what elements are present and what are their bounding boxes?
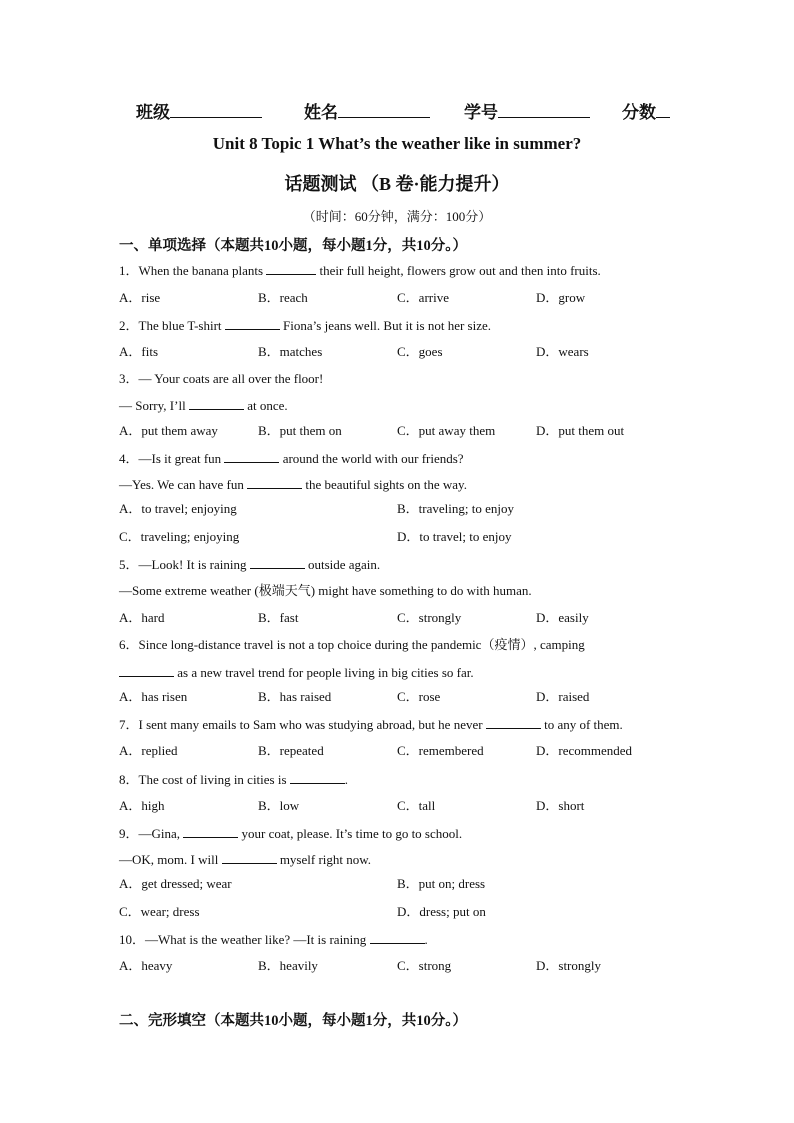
question-text: around the world with our friends? [282,451,464,466]
option-d[interactable]: D．wears [536,344,589,359]
option-a[interactable]: A．high [119,798,165,813]
question-text: your coat, please. It’s time to go to school. [241,826,463,841]
option-d[interactable]: D．strongly [536,958,602,973]
option-b[interactable]: B．repeated [258,743,324,758]
answer-blank[interactable] [290,771,345,784]
name-field [304,98,430,123]
option-a[interactable]: A．get dressed; wear [119,876,232,891]
student-id-blank[interactable] [498,99,590,118]
question-text: 9．—Gina, [119,826,181,841]
question-text: 1．When the banana plants [119,263,264,278]
class-label: 班级 [136,103,170,122]
option-d[interactable]: D．easily [536,610,589,625]
question-text: . [344,772,349,787]
question-3-response [119,397,288,414]
option-c[interactable]: C．goes [397,344,443,359]
question-text: . [424,932,428,947]
option-d[interactable]: D．raised [536,689,590,704]
answer-blank[interactable] [225,317,280,330]
option-a[interactable]: A．has risen [119,689,188,704]
question-text: to any of them. [544,717,623,732]
question-text: 7．I sent many emails to Sam who was studying abroad, but he never [119,717,483,732]
option-c[interactable]: C．rose [397,689,441,704]
option-c[interactable]: C．strongly [397,610,462,625]
option-a[interactable]: A．hard [119,610,165,625]
section-heading-multiple-choice: 一、单项选择（本题共10小题，每小题1分，共10分。） [119,238,467,254]
section-heading-cloze: 二、完形填空（本题共10小题，每小题1分，共10分。） [119,1013,467,1029]
unit-title: Unit 8 Topic 1 What’s the weather like in summer? [212,134,582,153]
name-label: 姓名 [304,103,338,122]
option-c[interactable]: C．arrive [397,290,449,305]
option-a[interactable]: A．put them away [119,423,218,438]
option-b[interactable]: B．reach [258,290,308,305]
question-5 [119,556,380,573]
option-b[interactable]: B．has raised [258,689,332,704]
question-4 [119,450,464,467]
student-id-field [464,98,590,123]
answer-blank[interactable] [224,450,279,463]
option-c[interactable]: C．wear; dress [119,904,200,919]
question-6: 6．Since long-distance travel is not a top choice during the pandemic（疫情）, camping [119,637,585,652]
answer-blank[interactable] [222,851,277,864]
question-text: Fiona’s jeans well. But it is not her size. [283,318,492,333]
option-c[interactable]: C．put away them [397,423,496,438]
option-c[interactable]: C．tall [397,798,436,813]
question-3: 3．— Your coats are all over the floor! [119,371,324,386]
answer-blank[interactable] [189,397,244,410]
option-c[interactable]: C．traveling; enjoying [119,529,240,544]
option-d[interactable]: D．put them out [536,423,625,438]
option-b[interactable]: B．low [258,798,300,813]
option-a[interactable]: A．heavy [119,958,173,973]
option-b[interactable]: B．matches [258,344,323,359]
option-a[interactable]: A．fits [119,344,159,359]
question-text: —Yes. We can have fun [119,477,244,492]
option-a[interactable]: A．rise [119,290,161,305]
question-text: as a new travel trend for people living in big cities so far. [177,665,474,680]
question-text: 4．—Is it great fun [119,451,222,466]
question-text: —OK, mom. I will [119,852,219,867]
question-8 [119,771,348,788]
name-blank[interactable] [338,99,430,118]
option-c[interactable]: C．remembered [397,743,484,758]
option-d[interactable]: D．short [536,798,585,813]
option-b[interactable]: B．traveling; to enjoy [397,501,514,516]
question-text: 10．—What is the weather like? —It is raining [119,932,367,947]
answer-blank[interactable] [486,716,541,729]
question-text: 5．—Look! It is raining [119,557,247,572]
answer-blank[interactable] [183,825,238,838]
question-5-response: —Some extreme weather (极端天气) might have something to do with human. [119,583,532,598]
time-score-note: （时间：60分钟，满分：100分） [302,209,492,224]
question-text: their full height, flowers grow out and then into fruits. [319,263,601,278]
answer-blank[interactable] [247,476,302,489]
option-b[interactable]: B．fast [258,610,299,625]
question-text: myself right now. [279,852,372,867]
answer-blank[interactable] [250,556,305,569]
question-text: outside again. [307,557,381,572]
option-d[interactable]: D．grow [536,290,586,305]
option-b[interactable]: B．put them on [258,423,342,438]
score-label: 分数 [622,103,656,122]
question-text: the beautiful sights on the way. [305,477,467,492]
test-subtitle: 话题测试 （B 卷·能力提升） [284,174,510,194]
score-blank[interactable] [656,99,670,118]
question-text: — Sorry, I’ll [119,398,186,413]
option-d[interactable]: D．to travel; to enjoy [397,529,512,544]
option-d[interactable]: D．recommended [536,743,633,758]
option-b[interactable]: B．put on; dress [397,876,486,891]
class-field [136,98,262,123]
question-10 [119,931,428,948]
option-b[interactable]: B．heavily [258,958,318,973]
question-4-response [119,476,467,493]
answer-blank[interactable] [370,931,425,944]
option-a[interactable]: A．replied [119,743,178,758]
student-info-row [0,98,794,122]
question-text: at once. [247,398,288,413]
question-7 [119,716,623,733]
question-text: 8．The cost of living in cities is [119,772,287,787]
question-6-continued [119,664,474,681]
question-9-response [119,851,371,868]
option-d[interactable]: D．dress; put on [397,904,486,919]
question-1 [119,262,601,279]
class-blank[interactable] [170,99,262,118]
score-field [622,98,670,123]
option-c[interactable]: C．strong [397,958,452,973]
option-a[interactable]: A．to travel; enjoying [119,501,237,516]
student-id-label: 学号 [464,103,498,122]
question-9 [119,825,462,842]
answer-blank[interactable] [119,664,174,677]
answer-blank[interactable] [266,262,316,275]
question-text: 2．The blue T-shirt [119,318,222,333]
question-2 [119,317,491,334]
